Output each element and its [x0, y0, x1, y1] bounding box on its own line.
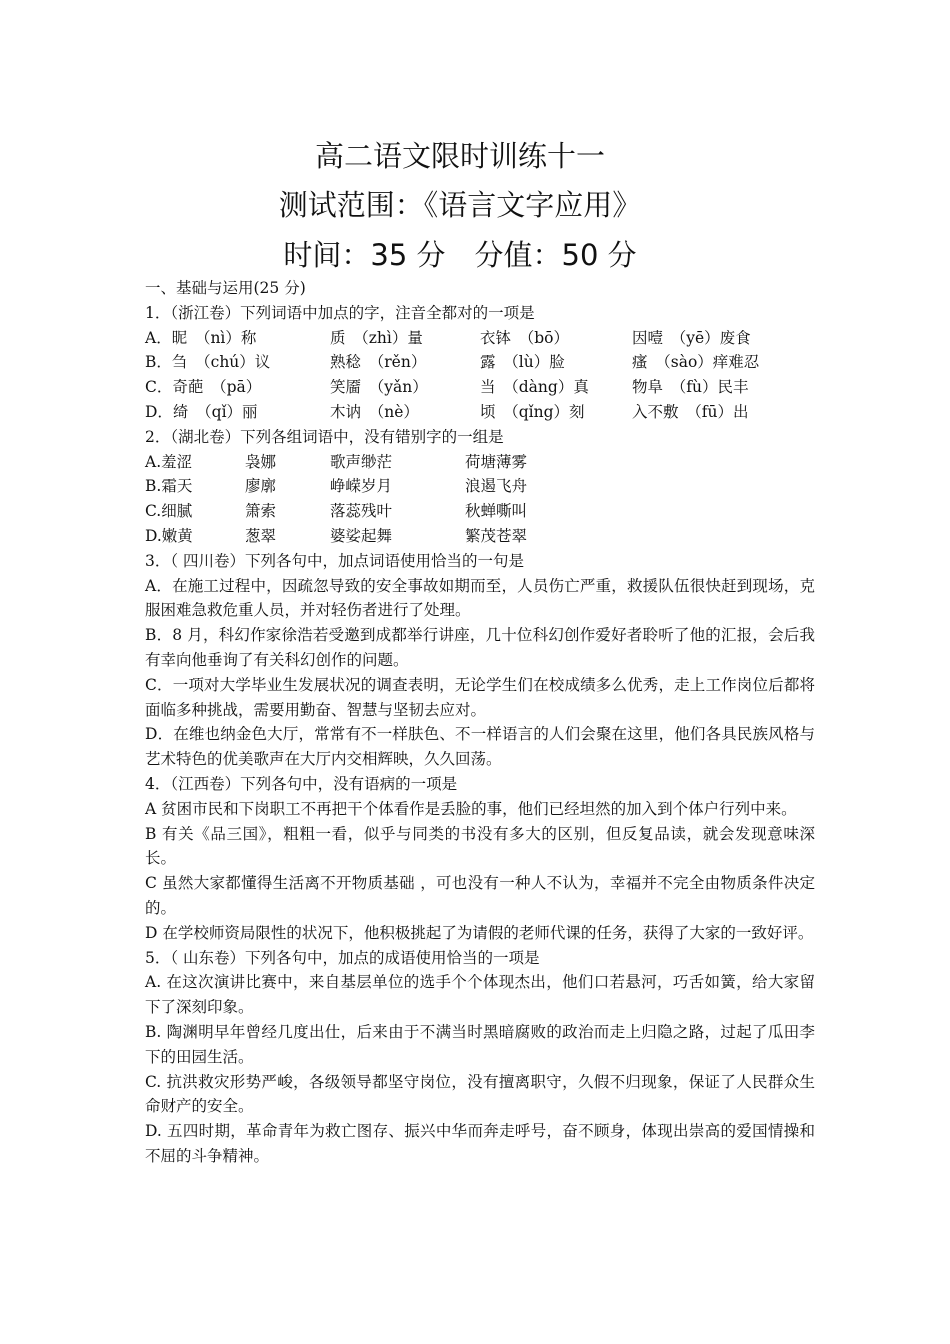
option-cell: 入不敷 （fū）出 [632, 402, 749, 421]
option-cell: 物阜 （fù）民丰 [632, 378, 749, 397]
question-1-option-c [145, 375, 815, 400]
option-cell: 歌声缈茫 [330, 452, 393, 471]
option-cell: 葱翠 [245, 526, 277, 545]
option-cell: 笑靥 （yǎn） [330, 378, 428, 397]
option-cell: C．奇葩 （pā） [145, 378, 262, 397]
document-title: 高二语文限时训练十一 [314, 139, 605, 173]
question-5-option-a: A. 在这次演讲比赛中，来自基层单位的选手个个体现杰出，他们口若悬河，巧舌如簧，给大家留下了深刻印象。 [145, 973, 815, 1017]
question-1-stem: 1．（浙江卷）下列词语中加点的字，注音全都对的一项是 [145, 303, 535, 322]
option-cell: A．昵 （nì）称 [145, 328, 257, 347]
question-1-option-d [145, 400, 815, 425]
question-5-stem: 5．（ 山东卷）下列各句中，加点的成语使用恰当的一项是 [145, 948, 540, 967]
option-cell: 顷 （qǐng）刻 [480, 402, 585, 421]
question-body [145, 276, 815, 1169]
option-cell: 瘙 （sào）痒难忍 [632, 353, 760, 372]
option-cell: C.细腻 [145, 502, 193, 521]
question-5-option-b: B. 陶渊明早年曾经几度出仕，后来由于不满当时黑暗腐败的政治而走上归隐之路，过起了瓜田李下的田园生活。 [145, 1022, 815, 1066]
question-3-option-c: C．一项对大学毕业生发展状况的调查表明，无论学生们在校成绩多么优秀，走上工作岗位后都将面临多种挑战，需要用勤奋、智慧与坚韧去应对。 [145, 675, 815, 719]
option-cell: 露 （lù）脸 [480, 353, 565, 372]
option-cell: 袅娜 [245, 452, 277, 471]
option-cell: 婆娑起舞 [330, 526, 393, 545]
question-2-option-b [145, 474, 815, 499]
option-cell: 箫索 [245, 502, 277, 521]
option-cell: 木讷 （nè） [330, 402, 419, 421]
option-cell: 秋蝉嘶叫 [465, 502, 528, 521]
question-2-stem: 2．（湖北卷）下列各组词语中，没有错别字的一组是 [145, 427, 504, 446]
option-cell: 浪遏飞舟 [465, 477, 528, 496]
question-2-option-a [145, 450, 815, 475]
option-cell: 荷塘薄雾 [465, 452, 528, 471]
option-cell: 当 （dàng）真 [480, 378, 589, 397]
question-4-stem: 4．（江西卷）下列各句中，没有语病的一项是 [145, 774, 458, 793]
option-cell: 峥嵘岁月 [330, 477, 393, 496]
question-5-option-d: D. 五四时期，革命青年为救亡图存、振兴中华而奔走呼号，奋不顾身，体现出崇高的爱国情操和不屈的斗争精神。 [145, 1122, 815, 1165]
option-cell: 落蕊残叶 [330, 502, 393, 521]
test-scope: 测试范围：《语言文字应用》 [278, 188, 642, 222]
question-5-option-c: C. 抗洪救灾形势严峻，各级领导都坚守岗位，没有擅离职守，久假不归现象，保证了人民群众生命财产的安全。 [145, 1072, 815, 1116]
question-2-option-d [145, 524, 815, 549]
question-4-option-c: C 虽然大家都懂得生活离不开物质基础 ，可也没有一种人不认为，幸福并不完全由物质条件决定的。 [145, 874, 815, 917]
option-cell: 质 （zhì）量 [330, 328, 423, 347]
option-cell: D．绮 （qǐ）丽 [145, 402, 258, 421]
question-4-option-a: A 贫困市民和下岗职工不再把干个体看作是丢脸的事，他们已经坦然的加入到个体户行列中来。 [145, 799, 797, 818]
question-2-option-c [145, 499, 815, 524]
question-4-option-b: B 有关《品三国》，粗粗一看，似乎与同类的书没有多大的区别，但反复品读，就会发现意味深长。 [145, 824, 815, 868]
option-cell: 繁茂苍翠 [465, 526, 528, 545]
section-heading: 一、基础与运用(25 分) [145, 279, 306, 297]
option-cell: 因噎 （yē）废食 [632, 328, 751, 347]
option-cell: 廖廓 [245, 477, 277, 496]
question-3-stem: 3．（ 四川卷）下列各句中，加点词语使用恰当的一句是 [145, 551, 525, 570]
option-cell: B.霜天 [145, 477, 193, 496]
option-cell: B．刍 （chú）议 [145, 353, 271, 372]
question-4-option-d: D 在学校师资局限性的状况下，他积极挑起了为请假的老师代课的任务，获得了大家的一致好评。 [145, 923, 814, 942]
option-cell: D.嫩黄 [145, 526, 193, 545]
question-3-option-a: A．在施工过程中，因疏忽导致的安全事故如期而至，人员伤亡严重，救援队伍很快赶到现场，克服困难急救危重人员，并对轻伤者进行了处理。 [145, 576, 815, 620]
question-1-option-a [145, 326, 815, 351]
time-and-score: 时间：35 分 分值：50 分 [283, 238, 637, 272]
question-3-option-d: D．在维也纳金色大厅，常常有不一样肤色、不一样语言的人们会聚在这里，他们各具民族风格与艺术特色的优美歌声在大厅内交相辉映，久久回荡。 [145, 725, 815, 769]
option-cell: 熟稔 （rěn） [330, 353, 427, 372]
question-1-option-b [145, 350, 815, 375]
question-3-option-b: B．8 月，科幻作家徐浩若受邀到成都举行讲座，几十位科幻创作爱好者聆听了他的汇报，会后我有幸向他垂询了有关科幻创作的问题。 [145, 626, 815, 669]
option-cell: A.羞涩 [145, 452, 193, 471]
option-cell: 衣钵 （bō） [480, 328, 570, 347]
